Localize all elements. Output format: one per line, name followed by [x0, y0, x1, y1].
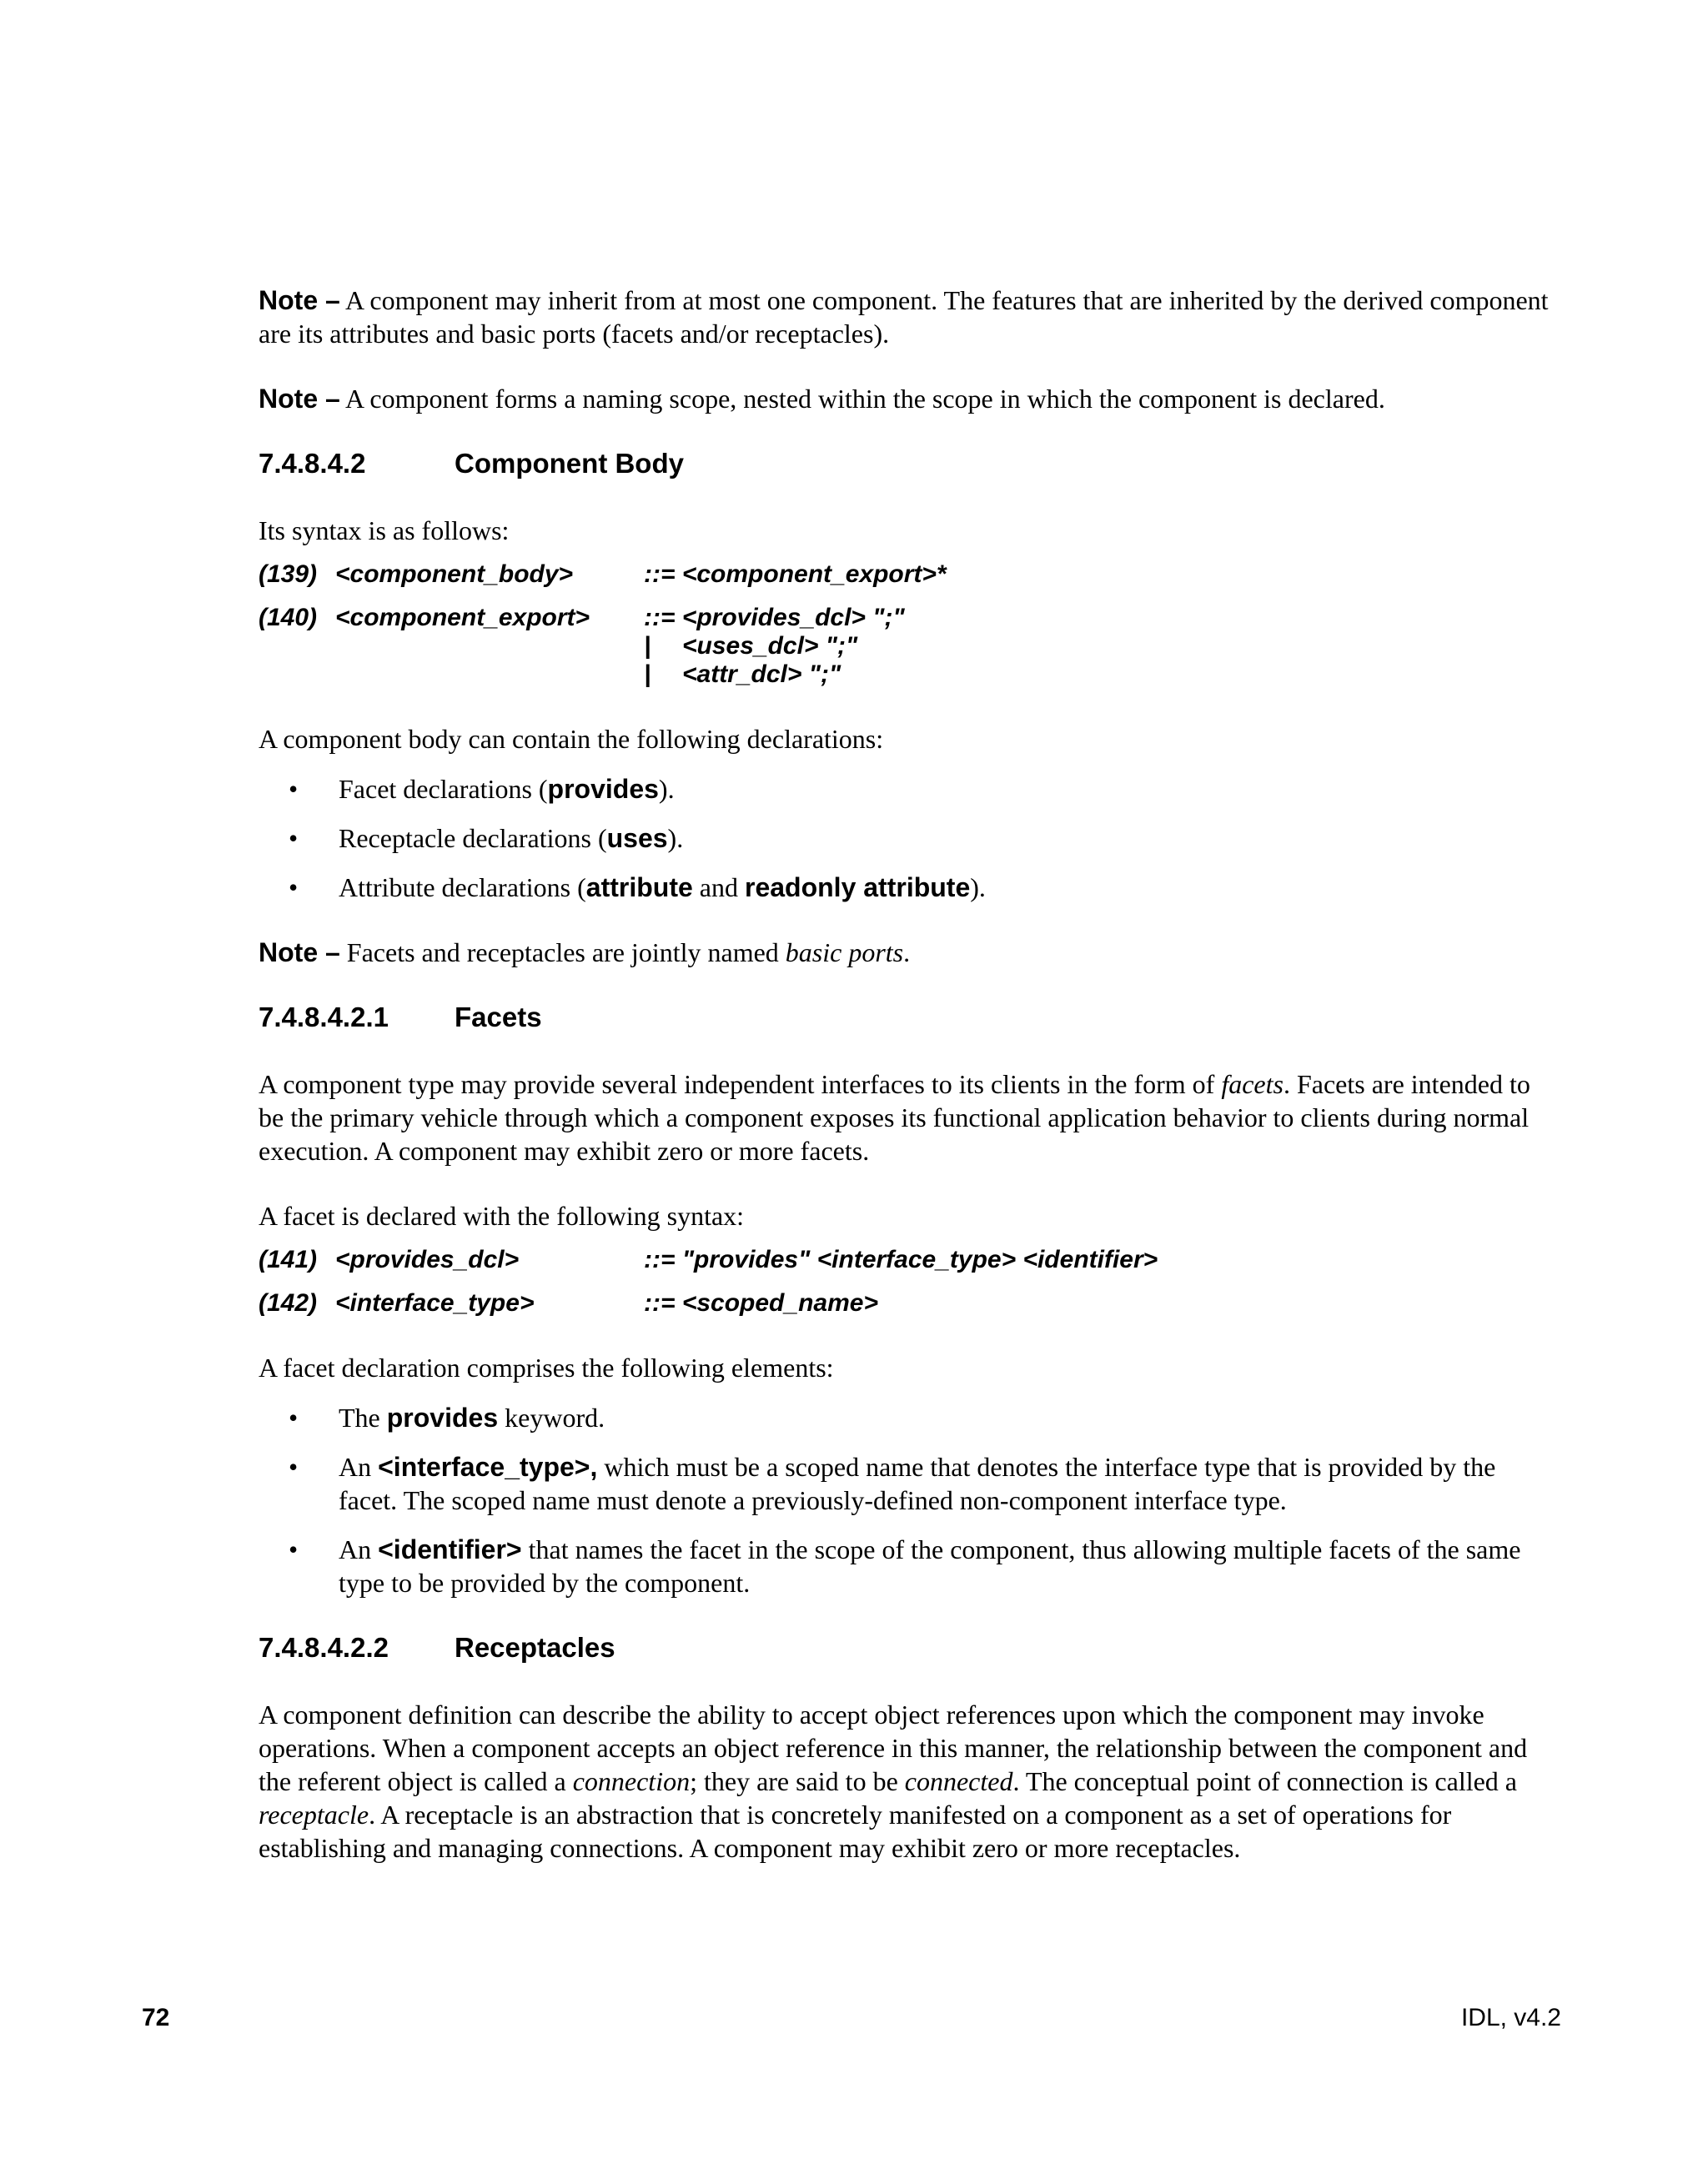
alt-bar: |: [644, 660, 651, 688]
keyword: provides: [547, 774, 659, 804]
note-naming-scope: [259, 382, 1560, 415]
emphasis: connection: [572, 1766, 691, 1796]
grammar-rule: [259, 560, 1560, 589]
paragraph-text: A component definition can describe the ability to accept object references upon which the component may invoke operations. When a component accepts an object reference in this manner, the relationship between the component and the referent object is called a: [259, 1700, 1528, 1796]
note-text: A component forms a naming scope, nested within the scope in which the component is declared.: [339, 384, 1385, 414]
keyword: <identifier>: [378, 1534, 522, 1564]
rule-definition: ::= <component_export>*: [644, 560, 947, 588]
item-text: ).: [970, 872, 986, 902]
item-text: ).: [658, 774, 675, 804]
section-title: Receptacles: [455, 1632, 615, 1663]
item-text: The: [339, 1403, 387, 1433]
keyword: provides: [386, 1403, 499, 1433]
item-text: An: [339, 1452, 379, 1482]
note-inheritance: [259, 284, 1560, 350]
bullet-icon: •: [289, 774, 299, 804]
rule-definition: ::= <provides_dcl> ";": [644, 604, 905, 631]
rule-name: <component_export>: [335, 604, 590, 631]
item-text: Facet declarations (: [339, 774, 548, 804]
section-heading-facets: [259, 1001, 1560, 1034]
bullet-icon: •: [289, 1403, 299, 1433]
rule-name: <interface_type>: [335, 1289, 535, 1317]
paragraph-text: . The conceptual point of connection is called a: [1012, 1766, 1517, 1796]
alt-text: <attr_dcl> ";": [682, 660, 841, 688]
note-basic-ports: [259, 936, 1560, 969]
list-item: [259, 871, 1560, 904]
item-text: that names the facet in the scope of the component, thus allowing multiple facets of the same type to be provided by the component.: [339, 1534, 1521, 1598]
grammar-block-facets: [259, 1246, 1560, 1318]
item-text: ).: [667, 823, 684, 853]
facets-paragraph: [259, 1067, 1560, 1167]
note-text: A component may inherit from at most one component. The features that are inherited by the derived component are its attributes and basic ports (facets and/or receptacles).: [259, 285, 1549, 349]
paragraph-text: A component type may provide several independent interfaces to its clients in the form of: [259, 1069, 1222, 1099]
note-emphasis: basic ports: [785, 937, 904, 967]
bullet-icon: •: [289, 823, 299, 853]
facet-elements-intro: A facet declaration comprises the following elements:: [259, 1353, 834, 1383]
alt-bar: |: [644, 632, 651, 660]
rule-number: (140): [259, 604, 318, 631]
page-number: 72: [142, 2004, 170, 2031]
alt-text: <uses_dcl> ";": [682, 632, 858, 660]
bullet-icon: •: [289, 1452, 299, 1482]
body-contains-intro: A component body can contain the following declarations:: [259, 724, 884, 754]
section-number: 7.4.8.4.2.2: [259, 1632, 389, 1663]
keyword: attribute: [585, 872, 693, 902]
note-label: Note –: [259, 384, 340, 414]
note-label: Note –: [259, 285, 340, 315]
item-text: and: [692, 872, 745, 902]
paragraph-text: ; they are said to be: [690, 1766, 905, 1796]
item-text: Attribute declarations (: [339, 872, 586, 902]
list-item: [259, 772, 1560, 806]
facet-syntax-intro: A facet is declared with the following syntax:: [259, 1201, 745, 1231]
receptacles-paragraph: [259, 1698, 1560, 1865]
rule-definition-group: [644, 604, 1560, 689]
list-item: [259, 821, 1560, 855]
grammar-block-component-body: [259, 560, 1560, 689]
keyword: readonly attribute: [744, 872, 971, 902]
paragraph-text: . A receptacle is an abstraction that is concretely manifested on a component as a set of operations for establishing and managing connections. A component may exhibit zero or more receptacles.: [259, 1800, 1452, 1863]
facet-element-list: [259, 1401, 1560, 1599]
section-heading-component-body: [259, 447, 1560, 480]
grammar-rule: [259, 1246, 1560, 1274]
section-number: 7.4.8.4.2: [259, 448, 366, 479]
emphasis: receptacle: [259, 1800, 369, 1830]
declaration-list: [259, 772, 1560, 904]
keyword: uses: [606, 823, 668, 853]
rule-alternative: [644, 660, 1560, 689]
section-number: 7.4.8.4.2.1: [259, 1002, 389, 1032]
section-title: Facets: [455, 1002, 542, 1032]
bullet-icon: •: [289, 872, 299, 902]
item-text: keyword.: [498, 1403, 605, 1433]
rule-number: (139): [259, 560, 318, 588]
rule-number: (142): [259, 1289, 318, 1317]
list-item: [259, 1401, 1560, 1434]
rule-definition: ::= <scoped_name>: [644, 1289, 878, 1317]
rule-name: <provides_dcl>: [335, 1246, 520, 1273]
item-text: An: [339, 1534, 379, 1564]
grammar-rule: [259, 604, 1560, 689]
emphasis: facets: [1221, 1069, 1284, 1099]
section-title: Component Body: [455, 448, 684, 479]
list-item: [259, 1533, 1560, 1599]
keyword: <interface_type>,: [378, 1452, 598, 1482]
bullet-icon: •: [289, 1534, 299, 1564]
rule-alternative: [644, 632, 1560, 660]
note-text: .: [903, 937, 911, 967]
item-text: which must be a scoped name that denotes the interface type that is provided by the facet. The scoped name must denote a previously-defined non-component interface type.: [339, 1452, 1496, 1515]
emphasis: connected: [904, 1766, 1013, 1796]
rule-definition: ::= "provides" <interface_type> <identifier>: [644, 1246, 1158, 1273]
note-text: Facets and receptacles are jointly named: [339, 937, 786, 967]
grammar-rule: [259, 1289, 1560, 1318]
paragraph-text: . Facets are intended to be the primary vehicle through which a component exposes its functional application behavior to clients during normal execution. A component may exhibit zero or more facets.: [259, 1069, 1530, 1166]
document-id: IDL, v4.2: [1460, 2004, 1561, 2031]
rule-number: (141): [259, 1246, 318, 1273]
rule-name: <component_body>: [335, 560, 574, 588]
page-content: [259, 284, 1560, 1896]
section-heading-receptacles: [259, 1631, 1560, 1664]
note-label: Note –: [259, 937, 340, 967]
item-text: Receptacle declarations (: [339, 823, 607, 853]
syntax-intro: Its syntax is as follows:: [259, 515, 510, 545]
list-item: [259, 1450, 1560, 1517]
